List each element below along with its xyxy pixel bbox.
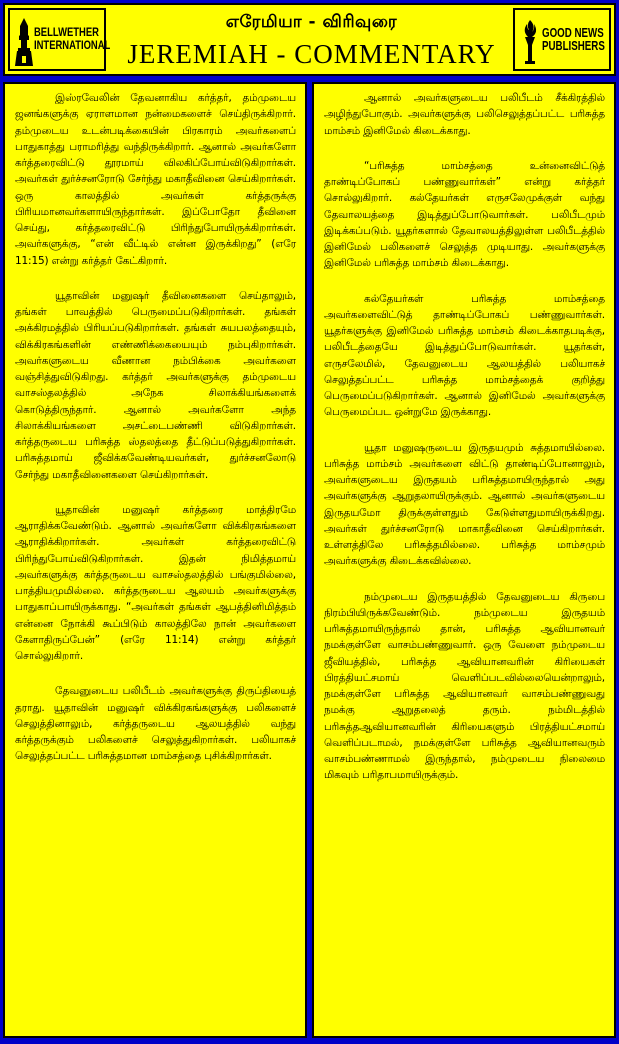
left-text-column xyxy=(3,82,307,1038)
page-title-tamil: எரேமியா - விரிவுரை xyxy=(225,12,398,32)
bellwether-logo-text: BELLWETHER INTERNATIONAL xyxy=(34,27,111,52)
paragraph: ஆனால் அவர்களுடைய பலிபீடம் சீக்கிரத்தில் அழிந்துபோகும். அவர்களுக்கு பலிசெலுத்தப்பட்ட பரிசுத்த மாம்சம் இனிமேல் கிடைக்காது. xyxy=(324,92,605,137)
bellwether-logo xyxy=(8,8,111,71)
paragraph: யூதாவின் மனுஷர் தீவினைகளை செய்தாலும், தங்கள் பாவத்தில் பெருமைப்படுகிறார்கள். தங்கள் அக்கிரமத்தில் பிரியப்படுகிறார்கள். தங்கள் சுயபலத்தையும், விக்கிரகங்களின் எண்ணிக்கையையும் நம்புகிறார்கள். அவர்களுடைய வீணான நம்பிக்கை அவர்களை வஞ்சித்துவிடுகிறது. கர்த்தர் அவர்களுக்கு தம்முடைய வாசஸ்தலத்தில் அநேக சிலாக்கியங்களைக் கொடுத்திருந்தார். ஆனால் அவர்களோ அந்த சிலாக்கியங்களை அசட்டைபண்ணி விடுகிறார்கள். கர்த்தருடைய பரிசுத்த ஸ்தலத்தை தீட்டுப்படுத்துகிறார்கள். பரிசுத்தமாய் ஜீவிக்கவேண்டியவர்கள், துர்ச்சனலோடு சேர்ந்து மகாதீவினைகளை செய்கிறார்கள். xyxy=(15,289,296,481)
paragraph: யூதாவின் மனுஷர் கர்த்தரை மாத்திரமே ஆராதிக்கவேண்டும். ஆனால் அவர்களோ விக்கிரகங்களை ஆராதிக்கிறார்கள். அவர்கள் கர்த்தரைவிட்டு பிரிந்துபோய்விடுகிறார்கள். இதன் நிமித்தமாய் அவர்களுக்கு கர்த்தருடைய வாசஸ்தலத்தில் பங்குமில்லை, பாத்தியமுமில்லை. கர்த்தருடைய ஆலயம் அவர்களுக்கு பாதுகாப்பாயிருக்காது. “அவர்கள் தங்கள் ஆபத்தினிமித்தம் என்னை நோக்கி கூப்பிடும் காலத்திலே நான் அவர்களை கேளாதிருப்பேன்” (எரே 11:14) என்று கர்த்தர் சொல்லுகிறார். xyxy=(15,503,296,662)
paragraph: கல்தேயர்கள் பரிசுத்த மாம்சத்தை அவர்களைவிட்டுத் தாண்டிப்போகப் பண்ணுவார்கள். யூதர்களுக்கு இனிமேல் பரிசுத்த மாம்சம் கிடைக்காதபடிக்கு, பலிபீடத்தையே இடித்துப்போடுவார்கள். யூதர்கள், எருசலேமில், தேவனுடைய ஆலயத்தில் பலியாகச் செலுத்தப்பட்ட பரிசுத்த மாம்சத்தைக் குறித்து பெருமைப்படுகிறார்கள். ஆனால் இனிமேல் அவர்களுக்கு பெருமைப்பட ஒன்றுமே இருக்காது. xyxy=(324,292,605,419)
paragraph: தேவனுடைய பலிபீடம் அவர்களுக்கு திருப்தியைத் தராது. யூதாவின் மனுஷர் விக்கிரகங்களுக்கு பலிகளைச் செலுத்தினாலும், கர்த்தருடைய ஆலயத்தில் வந்து கர்த்தருக்கும் பலிகளைச் செலுத்துகிறார்கள். பலியாகச் செலுத்தப்பட்ட பரிசுத்தமான மாம்சத்தை புசிக்கிறார்கள். xyxy=(15,685,296,763)
bell-tower-icon xyxy=(14,18,34,66)
page-title-english: JEREMIAH - COMMENTARY xyxy=(127,39,496,69)
paragraph: நம்முடைய இருதயத்தில் தேவனுடைய கிருபை நிரம்பியிருக்கவேண்டும். நம்முடைய இருதயம் பரிசுத்தமாயிருந்தால் தான், பரிசுத்த ஆவியானவர் நமக்குள்ளே வாசம்பண்ணுவார். ஒரு வேளை நம்முடைய ஜீவியத்தில், பரிசுத்த ஆவியானவரின் கிரியைகள் பிரத்தியட்சமாய் வெளிப்படவில்லையென்றாலும், நமக்குள்ளே பரிசுத்த ஆவியானவர் வாசம்பண்ணுவது நமக்கு ஆறுதலைத் தரும். நம்மிடத்தில் பரிசுத்தஆவியானவரின் கிரியைகளும் பிரத்தியட்சமாய் வெளிப்படாமல், நமக்குள்ளே பரிசுத்த ஆவியானவரும் வாசம்பண்ணாமல் இருந்தால், நம்முடைய நிலைமை மிகவும் பரிதாபமாயிருக்கும். xyxy=(324,590,605,782)
good-news-logo-text: GOOD NEWS PUBLISHERS xyxy=(542,26,605,53)
header-banner xyxy=(3,3,616,76)
torch-icon xyxy=(520,20,540,64)
right-text-column xyxy=(312,82,616,1038)
paragraph: “பரிசுத்த மாம்சத்தை உன்னைவிட்டுத் தாண்டிப்போகப் பண்ணுவார்கள்” என்று கர்த்தர் சொல்லுகிறார். கல்தேயர்கள் எருசலேமுக்குள் வந்து தேவாலயத்தை இடித்துப்போடுவார்கள். பலிபீடமும் இடிக்கப்படும். யூதர்களால் தேவாலயத்திலுள்ள பலிபீடத்தில் இனிமேல் பலிகளைச் செலுத்த முடியாது. அவர்களுக்கு இனிமேல் பரிசுத்த மாம்சம் கிடைக்காது. xyxy=(324,159,605,270)
paragraph: இஸ்ரவேலின் தேவனாகிய கர்த்தர், தம்முடைய ஜனங்களுக்கு ஏராளமான நன்மைகளைச் செய்திருக்கிறார். தம்முடைய உடன்படிக்கையின் பிரகாரம் அவர்களைப் பாதுகாத்து பராமரித்து வந்திருக்கிறார். ஆனால் அவர்களோ கர்த்தரைவிட்டு தூரமாய் விலகிப்போய்விடுகிறார்கள். அவர்கள் துர்ச்சனரோடு சேர்ந்து மகாதீவினை செய்கிறார்கள். ஒரு காலத்தில் அவர்கள் கர்த்தருக்கு பிரியமானவர்களாயிருந்தார்கள். இப்போதோ தீவினை செய்து, கர்த்தரைவிட்டு பிரிந்துபோயிருக்கிறார்கள். அவர்களுக்கு, “என் வீட்டில் என்ன இருக்கிறது” (எரே 11:15) என்று கர்த்தர் கேட்கிறார். xyxy=(15,92,296,267)
paragraph: யூதா மனுஷருடைய இருதயமும் சுத்தமாயில்லை. பரிசுத்த மாம்சம் அவர்களை விட்டு தாண்டிப்போனாலும், அவர்களுடைய இருதயம் பரிசுத்தமாயிருந்தால் அது அவர்களுக்கு ஆறுதலாயிருக்கும். ஆனால் அவர்களுடைய இருதயமோ திருக்குள்ளதும் கேடுள்ளதுமாயிருக்கிறது. அவர்கள் துர்ச்சனரோடு மாகாதீவினை செய்கிறார்கள். உள்ளத்திலே பரிசுத்தமில்லை. பரிசுத்த மாம்சமும் அவர்களுக்கு கிடைக்கவில்லை. xyxy=(324,441,605,568)
good-news-publishers-logo xyxy=(513,8,611,71)
